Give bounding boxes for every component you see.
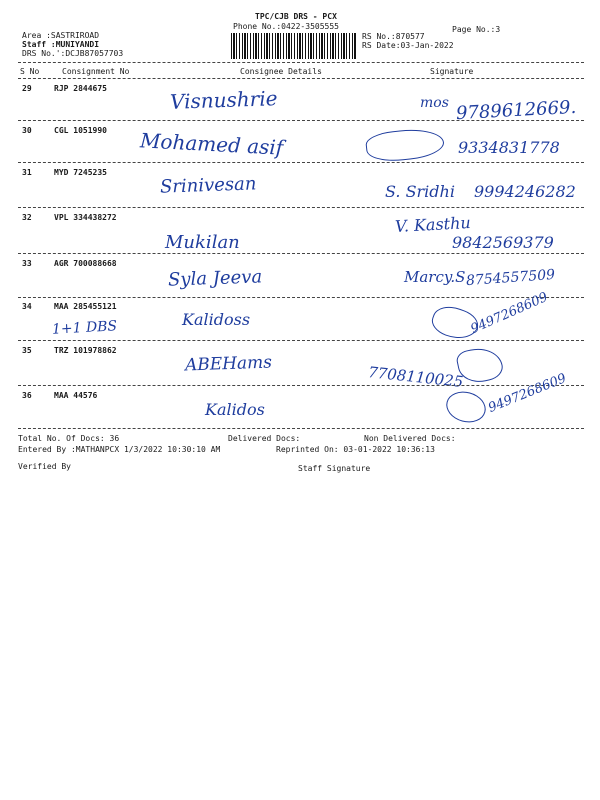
signature-scribble	[365, 126, 446, 164]
handwritten-phone: 9497268609	[468, 289, 551, 338]
handwritten-phone: 9497268609	[486, 371, 569, 416]
row-consignment: RJP 2844675	[54, 84, 107, 93]
verified-by: Verified By	[18, 462, 71, 471]
non-delivered-docs: Non Delivered Docs:	[364, 434, 456, 443]
row-consignment: MYD 7245235	[54, 168, 107, 177]
col-consignee: Consignee Details	[240, 67, 322, 76]
header-rule-bottom	[18, 78, 584, 79]
row-divider	[18, 340, 584, 341]
row-sno: 34	[22, 302, 32, 311]
row-sno: 32	[22, 213, 32, 222]
row-sno: 33	[22, 259, 32, 268]
handwritten-phone: 9334831778	[458, 138, 560, 157]
barcode	[231, 33, 357, 59]
handwritten-phone: 9994246282	[474, 182, 576, 201]
handwritten-consignee: ABEHams	[184, 352, 273, 376]
handwritten-phone: 7708110025	[367, 363, 465, 391]
row-sno: 31	[22, 168, 32, 177]
row-consignment: AGR 700088668	[54, 259, 117, 268]
row-consignment: MAA 285455121	[54, 302, 117, 311]
phone-number: Phone No.:0422-3505555	[233, 22, 339, 31]
rs-date: RS Date:03-Jan-2022	[362, 41, 454, 50]
staff-signature: Staff Signature	[298, 464, 371, 473]
handwritten-phone: 8754557509	[465, 266, 556, 290]
row-divider	[18, 428, 584, 429]
handwritten-consignee: Kalidoss	[182, 310, 251, 329]
handwritten-signature: Marcy.S	[404, 268, 466, 286]
header-rule-top	[18, 62, 584, 63]
signature-scribble	[443, 387, 489, 426]
area-label: Area :SASTRIROAD	[22, 31, 100, 40]
row-divider	[18, 207, 584, 208]
handwritten-consignee: Srinivesan	[159, 173, 257, 198]
handwritten-signature: mos	[420, 95, 449, 111]
reprinted-on: Reprinted On: 03-01-2022 10:36:13	[276, 445, 435, 454]
row-divider	[18, 162, 584, 163]
col-sno: S No	[20, 67, 40, 76]
handwritten-consignee: Syla Jeeva	[167, 266, 263, 291]
handwritten-consignee: Kalidos	[205, 400, 265, 419]
col-signature: Signature	[430, 67, 474, 76]
report-title: TPC/CJB DRS - PCX	[255, 12, 337, 21]
handwritten-note: 1+1 DBS	[51, 318, 118, 338]
handwritten-phone: 9789612669.	[455, 96, 577, 125]
row-sno: 35	[22, 346, 32, 355]
row-consignment: MAA 44576	[54, 391, 98, 400]
row-divider	[18, 385, 584, 386]
handwritten-signature: S. Sridhi	[385, 182, 455, 201]
col-consignment: Consignment No	[62, 67, 130, 76]
staff-label: Staff :MUNIYANDI	[22, 40, 100, 49]
handwritten-phone: 9842569379	[452, 233, 554, 252]
row-sno: 36	[22, 391, 32, 400]
row-divider	[18, 120, 584, 121]
rs-number: RS No.:870577	[362, 32, 425, 41]
entered-by: Entered By :MATHANPCX 1/3/2022 10:30:10 AM	[18, 445, 221, 454]
row-sno: 30	[22, 126, 32, 135]
row-sno: 29	[22, 84, 32, 93]
handwritten-consignee: Mukilan	[165, 232, 240, 253]
handwritten-consignee: Visnushrie	[169, 86, 278, 114]
row-divider	[18, 253, 584, 254]
drs-number: DRS No.':DCJB87057703	[22, 49, 124, 58]
row-consignment: CGL 1051990	[54, 126, 107, 135]
total-docs: Total No. Of Docs: 36	[18, 434, 120, 443]
page-number: Page No.:3	[452, 25, 501, 34]
handwritten-consignee: Mohamed asif	[139, 128, 284, 160]
row-consignment: TRZ 101978862	[54, 346, 117, 355]
row-consignment: VPL 334438272	[54, 213, 117, 222]
handwritten-signature: V. Kasthu	[394, 213, 472, 236]
delivered-docs: Delivered Docs:	[228, 434, 301, 443]
row-divider	[18, 297, 584, 298]
